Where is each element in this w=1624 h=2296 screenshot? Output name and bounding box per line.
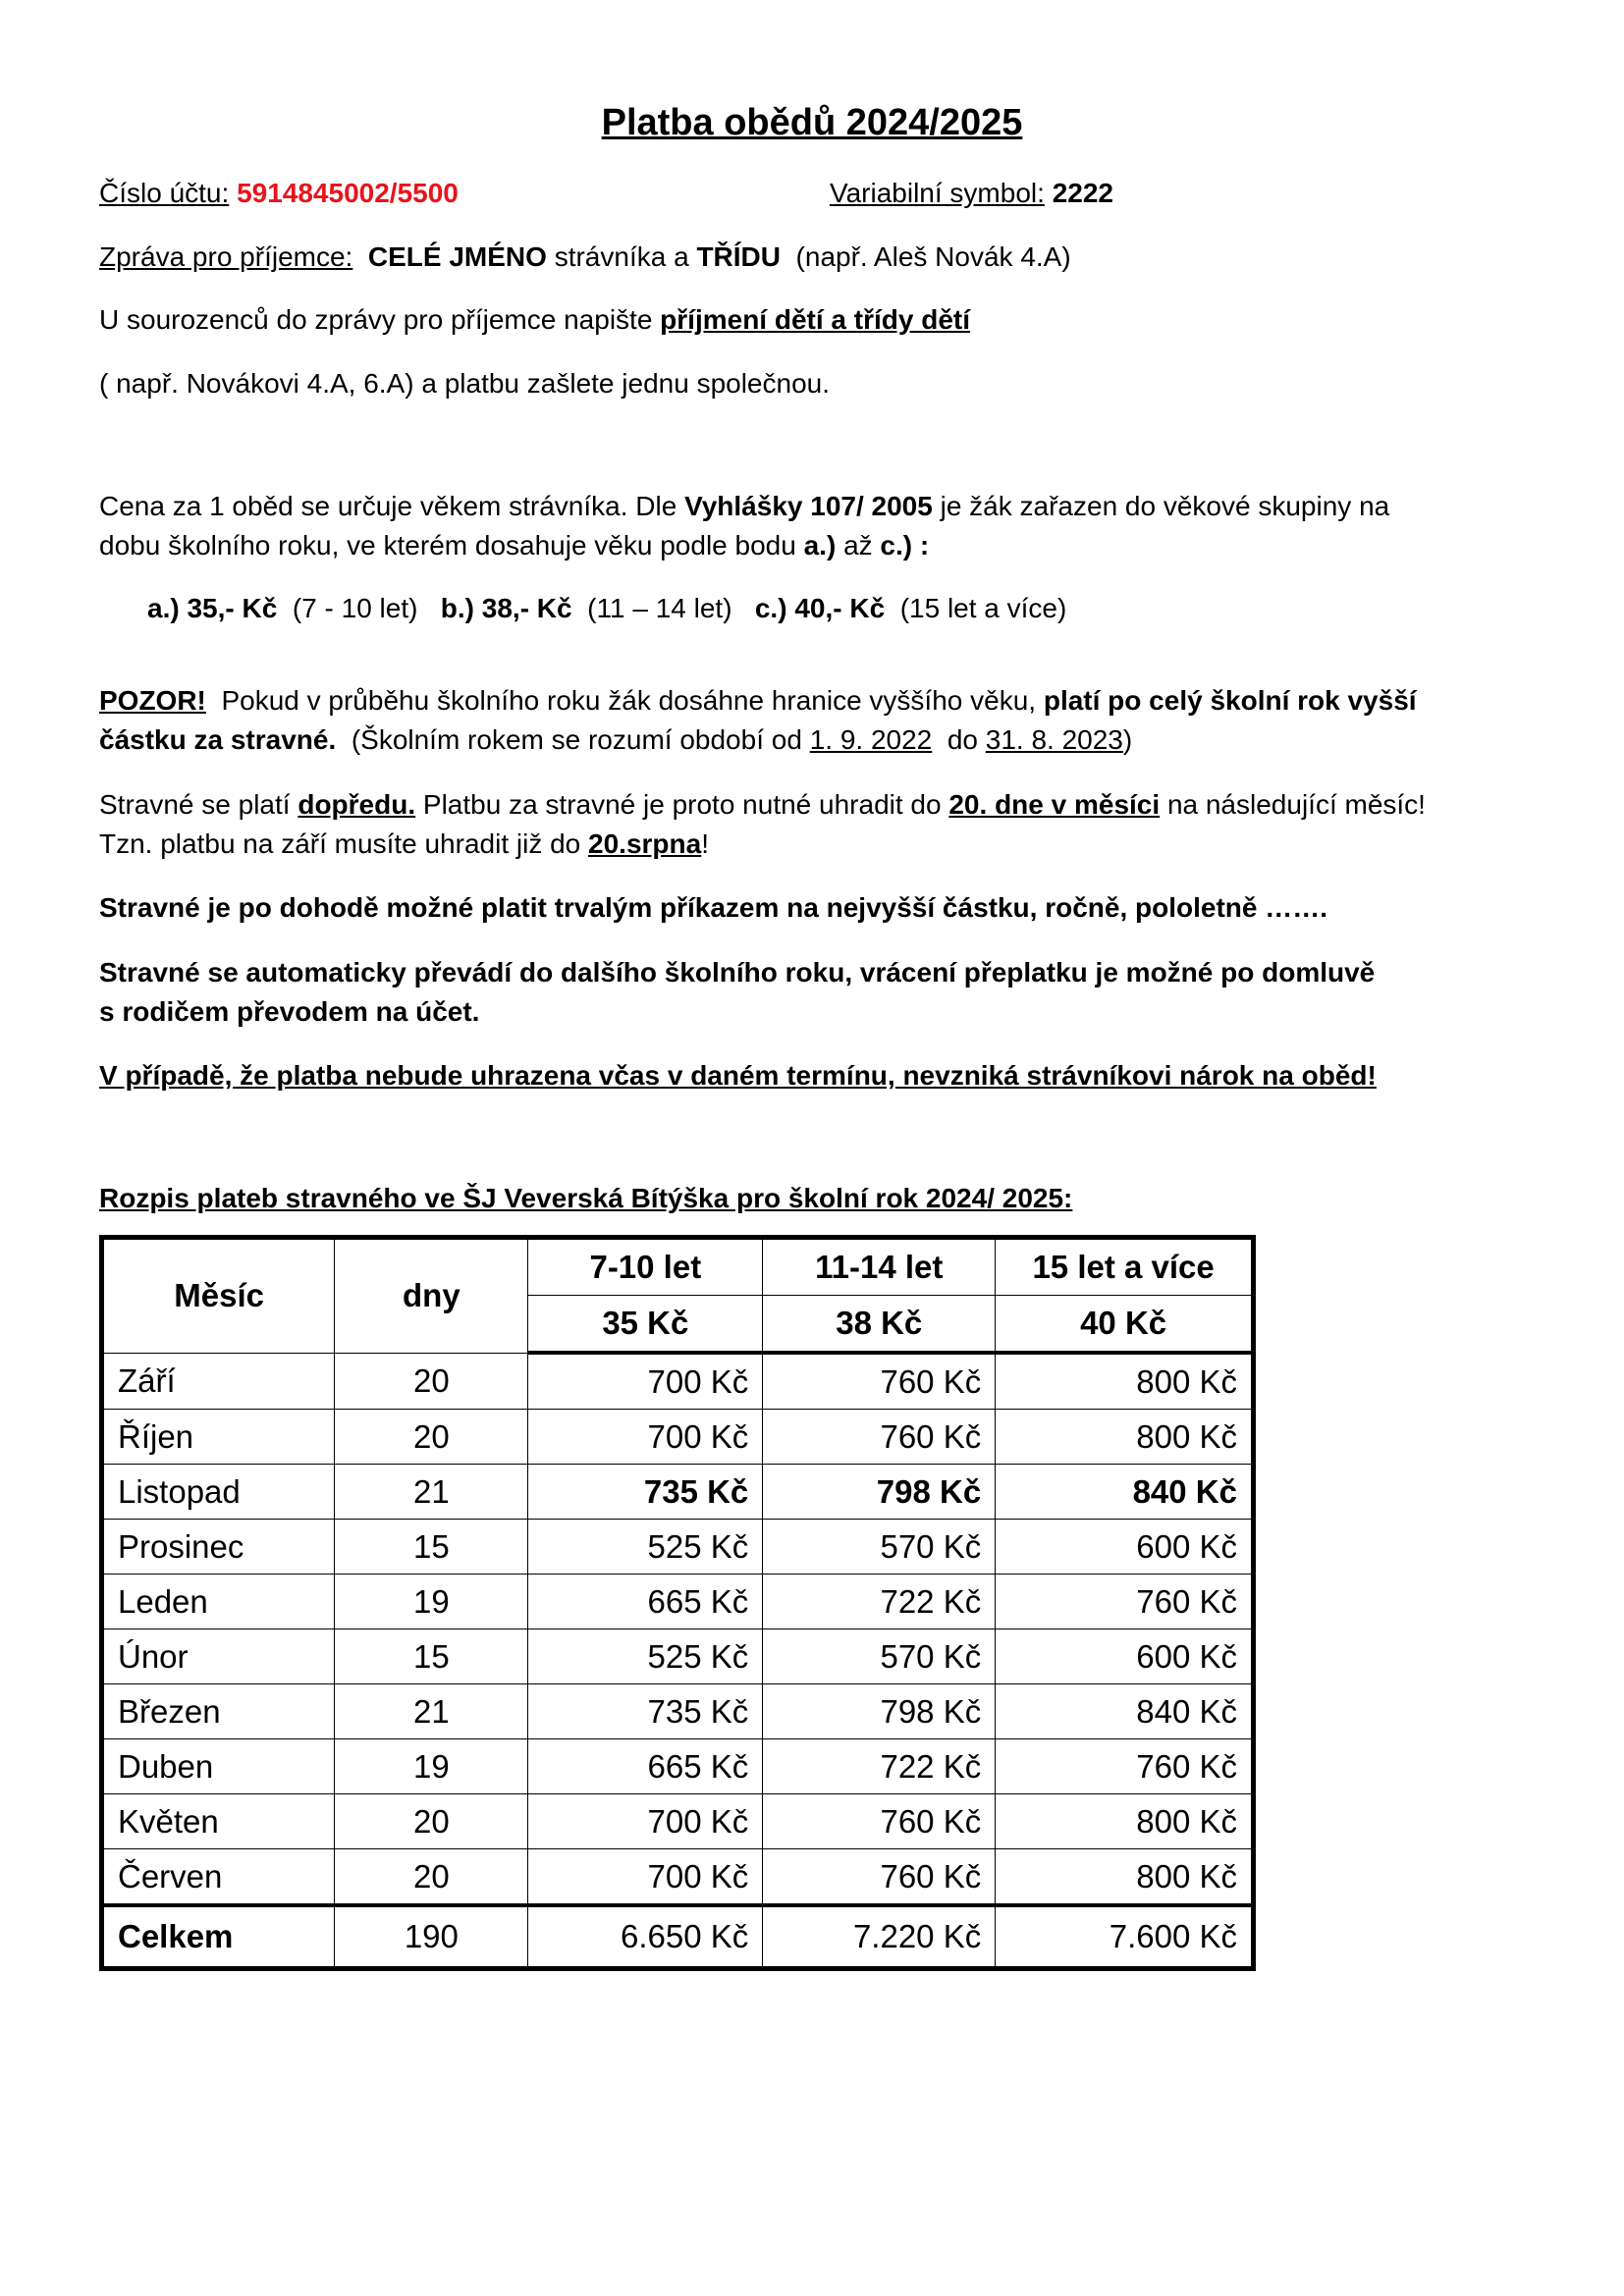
- message-label: Zpráva pro příjemce:: [99, 241, 353, 272]
- amount-cell: 600 Kč: [996, 1520, 1254, 1575]
- days-cell: 20: [335, 1794, 528, 1849]
- days-cell: 15: [335, 1629, 528, 1684]
- transfer-note-2: s rodičem převodem na účet.: [99, 996, 480, 1027]
- price-text-2: je žák zařazen do věkové skupiny na: [940, 491, 1390, 521]
- month-cell: Květen: [102, 1794, 335, 1849]
- amount-cell: 800 Kč: [996, 1353, 1254, 1410]
- price-categories: [147, 590, 1066, 627]
- amount-cell: 800 Kč: [996, 1849, 1254, 1906]
- header-group-7-10: 7-10 let: [528, 1238, 763, 1296]
- amount-cell: 700 Kč: [528, 1794, 763, 1849]
- amount-cell: 760 Kč: [763, 1353, 996, 1410]
- days-cell: 20: [335, 1849, 528, 1906]
- school-year-start: 1. 9. 2022: [809, 724, 933, 755]
- siblings-text: U sourozenců do zprávy pro příjemce napište: [99, 304, 653, 335]
- advance-date: 20.srpna: [588, 828, 702, 859]
- amount-cell: 665 Kč: [528, 1575, 763, 1629]
- advance-text-3: na následující měsíc!: [1166, 789, 1426, 820]
- total-label: Celkem: [102, 1905, 335, 1969]
- table-row: [102, 1520, 1254, 1575]
- month-cell: Listopad: [102, 1465, 335, 1520]
- point-c: c.) :: [880, 530, 930, 561]
- message-class: TŘÍDU: [696, 241, 781, 272]
- warning-label: POZOR!: [99, 685, 206, 716]
- total-amount: 7.600 Kč: [996, 1905, 1254, 1969]
- amount-cell: 760 Kč: [763, 1849, 996, 1906]
- table-row: [102, 1849, 1254, 1906]
- message-name: CELÉ JMÉNO: [367, 241, 547, 272]
- advance-line-2: [99, 826, 709, 863]
- days-cell: 21: [335, 1465, 528, 1520]
- table-row: [102, 1684, 1254, 1739]
- variable-symbol-line: [830, 175, 1113, 212]
- header-group-11-14: 11-14 let: [763, 1238, 996, 1296]
- amount-cell: 570 Kč: [763, 1520, 996, 1575]
- amount-cell: 722 Kč: [763, 1739, 996, 1794]
- category-b-age: (11 – 14 let): [587, 593, 732, 623]
- price-group-7-10: 35 Kč: [528, 1296, 763, 1354]
- total-amount: 7.220 Kč: [763, 1905, 996, 1969]
- table-total-row: [102, 1905, 1254, 1969]
- warning-text-1: Pokud v průběhu školního roku žák dosáhne hranice vyššího věku,: [221, 685, 1037, 716]
- amount-cell: 760 Kč: [996, 1739, 1254, 1794]
- total-amount: 6.650 Kč: [528, 1905, 763, 1969]
- month-cell: Září: [102, 1353, 335, 1410]
- amount-cell: 735 Kč: [528, 1684, 763, 1739]
- advance-text-2: Platbu za stravné je proto nutné uhradit do: [422, 789, 942, 820]
- category-b-price: b.) 38,- Kč: [440, 593, 572, 623]
- amount-cell: 798 Kč: [763, 1465, 996, 1520]
- month-cell: Únor: [102, 1629, 335, 1684]
- amount-cell: 840 Kč: [996, 1684, 1254, 1739]
- late-payment-warning: V případě, že platba nebude uhrazena včas v daném termínu, nevzniká strávníkovi nárok na oběd!: [99, 1060, 1377, 1091]
- siblings-line: [99, 301, 970, 339]
- category-a-price: a.) 35,- Kč: [147, 593, 278, 623]
- account-label: Číslo účtu:: [99, 178, 230, 208]
- total-days: 190: [335, 1905, 528, 1969]
- days-cell: 20: [335, 1410, 528, 1465]
- transfer-note-1: Stravné se automaticky převádí do dalšího školního roku, vrácení přeplatku je možné po domluvě: [99, 957, 1376, 988]
- warning-line-1: [99, 682, 1417, 720]
- point-a: a.): [803, 530, 837, 561]
- category-a-age: (7 - 10 let): [292, 593, 418, 623]
- amount-cell: 665 Kč: [528, 1739, 763, 1794]
- decree-reference: Vyhlášky 107/ 2005: [684, 491, 933, 521]
- school-year-end: 31. 8. 2023: [985, 724, 1123, 755]
- amount-cell: 798 Kč: [763, 1684, 996, 1739]
- category-c-price: c.) 40,- Kč: [754, 593, 886, 623]
- month-cell: Březen: [102, 1684, 335, 1739]
- amount-cell: 760 Kč: [763, 1794, 996, 1849]
- price-group-15-plus: 40 Kč: [996, 1296, 1254, 1354]
- price-group-11-14: 38 Kč: [763, 1296, 996, 1354]
- month-cell: Červen: [102, 1849, 335, 1906]
- warning-line-2: [99, 721, 1132, 759]
- table-row: [102, 1353, 1254, 1410]
- message-line: [99, 239, 1071, 276]
- month-cell: Duben: [102, 1739, 335, 1794]
- siblings-example: ( např. Novákovi 4.A, 6.A) a platbu zašlete jednu společnou.: [99, 368, 830, 399]
- amount-cell: 800 Kč: [996, 1794, 1254, 1849]
- warning-text-3: do: [947, 724, 978, 755]
- price-line-1: [99, 488, 1389, 525]
- price-text-1: Cena za 1 oběd se určuje věkem strávníka. Dle: [99, 491, 677, 521]
- category-c-age: (15 let a více): [899, 593, 1067, 623]
- month-cell: Leden: [102, 1575, 335, 1629]
- header-days: dny: [335, 1238, 528, 1354]
- days-cell: 15: [335, 1520, 528, 1575]
- table-row: [102, 1794, 1254, 1849]
- message-mid: strávníka a: [554, 241, 689, 272]
- table-row: [102, 1465, 1254, 1520]
- message-example: (např. Aleš Novák 4.A): [795, 241, 1071, 272]
- amount-cell: 525 Kč: [528, 1520, 763, 1575]
- page-title: Platba obědů 2024/2025: [601, 102, 1023, 143]
- advance-text-5: !: [701, 828, 709, 859]
- warning-bold-2: částku za stravné.: [99, 724, 337, 755]
- amount-cell: 840 Kč: [996, 1465, 1254, 1520]
- siblings-bold: příjmení dětí a třídy dětí: [660, 304, 971, 335]
- days-cell: 20: [335, 1353, 528, 1410]
- payment-schedule-table: [99, 1235, 1256, 1971]
- price-text-3: dobu školního roku, ve kterém dosahuje věku podle bodu: [99, 530, 796, 561]
- amount-cell: 760 Kč: [996, 1575, 1254, 1629]
- advance-deadline: 20. dne v měsíci: [948, 789, 1161, 820]
- month-cell: Prosinec: [102, 1520, 335, 1575]
- variable-symbol-value: 2222: [1052, 178, 1113, 208]
- amount-cell: 722 Kč: [763, 1575, 996, 1629]
- days-cell: 19: [335, 1575, 528, 1629]
- amount-cell: 700 Kč: [528, 1353, 763, 1410]
- warning-bold-1: platí po celý školní rok vyšší: [1043, 685, 1417, 716]
- price-text-4: až: [843, 530, 873, 561]
- table-row: [102, 1410, 1254, 1465]
- amount-cell: 600 Kč: [996, 1629, 1254, 1684]
- advance-text-1: Stravné se platí: [99, 789, 291, 820]
- advance-bold-1: dopředu.: [298, 789, 416, 820]
- warning-text-4: ): [1122, 724, 1133, 755]
- amount-cell: 525 Kč: [528, 1629, 763, 1684]
- table-row: [102, 1739, 1254, 1794]
- days-cell: 21: [335, 1684, 528, 1739]
- table-header-row: [102, 1238, 1254, 1296]
- days-cell: 19: [335, 1739, 528, 1794]
- table-row: [102, 1575, 1254, 1629]
- amount-cell: 700 Kč: [528, 1849, 763, 1906]
- table-row: [102, 1629, 1254, 1684]
- price-line-2: [99, 527, 929, 564]
- amount-cell: 735 Kč: [528, 1465, 763, 1520]
- variable-symbol-label: Variabilní symbol:: [830, 178, 1045, 208]
- amount-cell: 570 Kč: [763, 1629, 996, 1684]
- header-group-15-plus: 15 let a více: [996, 1238, 1254, 1296]
- advance-line-1: [99, 786, 1426, 824]
- amount-cell: 700 Kč: [528, 1410, 763, 1465]
- schedule-title: Rozpis plateb stravného ve ŠJ Veverská Bítýška pro školní rok 2024/ 2025:: [99, 1183, 1073, 1213]
- amount-cell: 800 Kč: [996, 1410, 1254, 1465]
- month-cell: Říjen: [102, 1410, 335, 1465]
- warning-text-2: (Školním rokem se rozumí období od: [351, 724, 802, 755]
- header-month: Měsíc: [102, 1238, 335, 1354]
- advance-text-4: Tzn. platbu na září musíte uhradit již do: [99, 828, 581, 859]
- standing-order-note: Stravné je po dohodě možné platit trvalým příkazem na nejvyšší částku, ročně, pololetně …….: [99, 892, 1328, 923]
- account-number: 5914845002/5500: [237, 178, 459, 208]
- amount-cell: 760 Kč: [763, 1410, 996, 1465]
- account-line: [99, 175, 459, 212]
